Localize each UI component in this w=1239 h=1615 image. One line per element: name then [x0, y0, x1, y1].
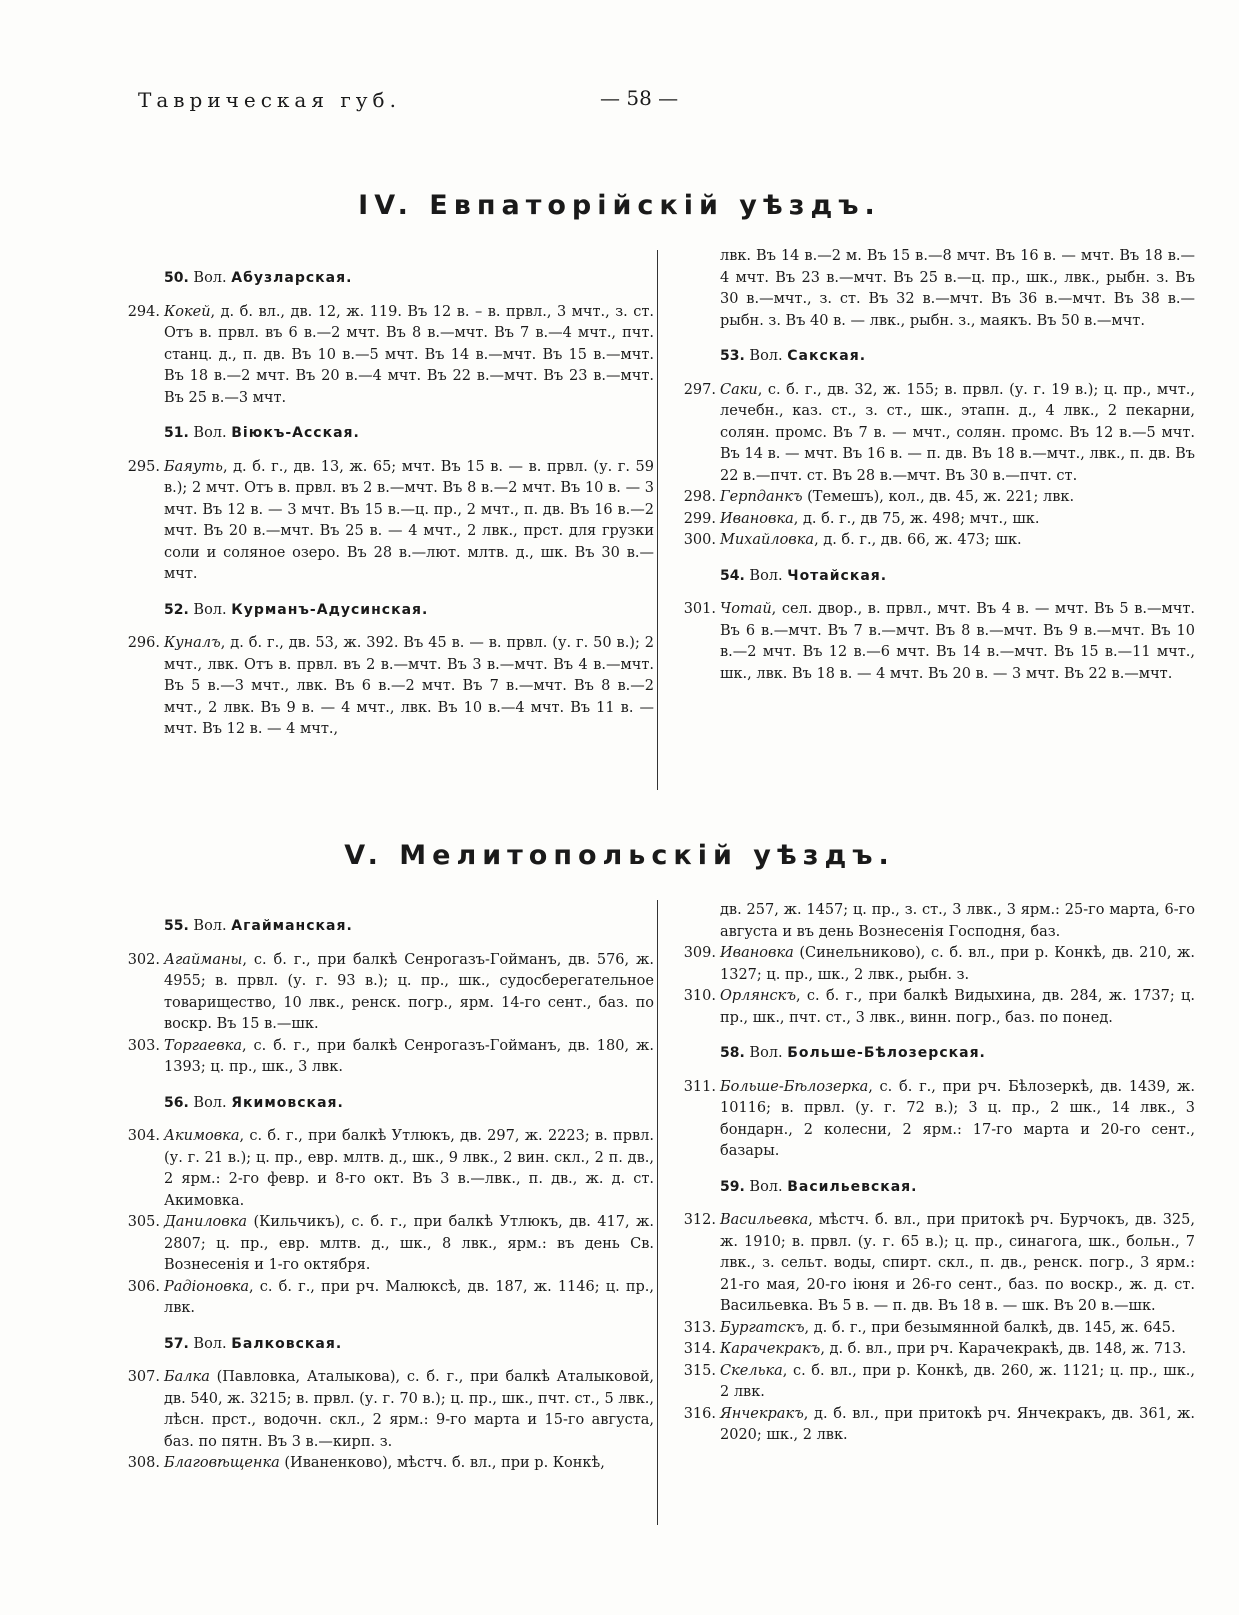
- entry-number: 314.: [683, 1341, 716, 1357]
- settlement-name: Ивановка: [720, 945, 794, 961]
- settlement-entry: [680, 487, 1195, 509]
- settlement-name: Акимовка: [164, 1128, 240, 1144]
- settlement-name: Куналъ: [164, 635, 221, 651]
- volost-label: Вол.: [193, 918, 227, 934]
- settlement-name: Агайманы: [164, 951, 243, 968]
- volost-label: Вол.: [749, 348, 783, 364]
- settlement-entry: [680, 1404, 1195, 1447]
- settlement-entry: [124, 1126, 654, 1212]
- settlement-name: Ивановка: [720, 510, 794, 527]
- volost-heading: [124, 916, 654, 938]
- settlement-name: Скелька: [720, 1362, 783, 1379]
- volost-label: Вол.: [193, 1094, 227, 1111]
- volost-name: Больше-Бѣлозерская.: [787, 1045, 986, 1061]
- settlement-name: Торгаевка: [164, 1037, 242, 1054]
- volost-name: Сакская.: [787, 348, 867, 364]
- settlement-details: , с. б. г., при балкѣ Утлюкъ, дв. 297, ж. 2223; в. првл. (у. г. 21 в.); ц. пр., евр. млтв. д., шк., 9 лвк., 2 вин. скл., 2 п. дв., 2 ярм.: 2-го февр. и 8-го окт. Въ 3 в.—лвк., п. дв., ж. д. ст. Акимовка.: [164, 1128, 654, 1209]
- entry-number: 294.: [127, 303, 160, 320]
- entry-number: 304.: [127, 1128, 160, 1144]
- settlement-name: Янчекракъ: [720, 1405, 804, 1422]
- entry-number: 301.: [683, 601, 716, 617]
- settlement-entry: [680, 943, 1195, 986]
- volost-name: Курманъ-Адусинская.: [231, 601, 429, 618]
- settlement-name: Орлянскъ: [720, 988, 796, 1004]
- settlement-details: , д. б. вл., при притокѣ рч. Янчекракъ, дв. 361, ж. 2020; шк., 2 лвк.: [720, 1405, 1195, 1443]
- settlement-entry: [680, 1318, 1195, 1340]
- entry-number: 295.: [127, 458, 160, 475]
- volost-number: 54.: [720, 567, 745, 584]
- evpatoria-left-column: [124, 258, 654, 741]
- volost-label: Вол.: [749, 567, 783, 584]
- settlement-details: , с. б. г., при рч. Малюксѣ, дв. 187, ж. 1146; ц. пр., лвк.: [164, 1278, 654, 1316]
- settlement-entry: [124, 633, 654, 741]
- settlement-entry: [124, 1277, 654, 1320]
- settlement-details: , д. б. г., дв. 66, ж. 473; шк.: [814, 532, 1022, 548]
- settlement-entry: [124, 950, 654, 1036]
- settlement-entry: [680, 1210, 1195, 1318]
- settlement-details: , с. б. г., при балкѣ Сенрогазъ-Гойманъ, дв. 576, ж. 4955; в. првл. (у. г. 93 в.); ц. пр., шк., судосберегательное товарищество, 10 лвк., ренск. погр., ярм. 14-го сент., баз. по воскр. Въ 15 в.—шк.: [164, 951, 654, 1032]
- volost-number: 55.: [164, 918, 189, 934]
- settlement-name: Михайловка: [720, 532, 815, 548]
- page-number: — 58 —: [600, 86, 679, 110]
- volost-name: Якимовская.: [231, 1094, 344, 1111]
- entry-number: 312.: [683, 1212, 716, 1228]
- settlement-entry: [680, 530, 1195, 552]
- entry-number: 307.: [127, 1369, 160, 1385]
- continued-text: лвк. Въ 14 в.—2 м. Въ 15 в.—8 мчт. Въ 16 в. — мчт. Въ 18 в.—4 мчт. Въ 23 в.—мчт. Въ 25 в.—ц. пр., шк., лвк., рыбн. з. Въ 30 в.—мчт., з. ст. Въ 32 в.—мчт. Въ 36 в.—мчт. Въ 38 в.—рыбн. з. Въ 40 в. — лвк., рыбн. з., маякъ. Въ 50 в.—мчт.: [720, 248, 1195, 329]
- volost-number: 51.: [164, 425, 189, 441]
- volost-label: Вол.: [193, 425, 227, 441]
- volost-heading: [680, 1177, 1195, 1199]
- settlement-details: , д. б. г., дв. 13, ж. 65; мчт. Въ 15 в. — в. првл. (у. г. 59 в.); 2 мчт. Отъ в. првл. въ 2 в.—мчт. Въ 8 в.—2 мчт. Въ 10 в. — 3 мчт. Въ 12 в. — 3 мчт. Въ 15 в.—ц. пр., 2 мчт., п. дв. Въ 16 в.—2 мчт. Въ 20 в.—мчт. Въ 25 в. — 4 мчт., 2 лвк., прст. для грузки соли и соляное озеро. Въ 28 в.—лют. млтв. д., шк. Въ 30 в.—мчт.: [164, 458, 654, 582]
- volost-heading: [680, 346, 1195, 368]
- settlement-details: , с. б. г., дв. 32, ж. 155; в. првл. (у. г. 19 в.); ц. пр., мчт., лечебн., каз. ст., з. ст., шк., этапн. д., 4 лвк., 2 пекарни, солян. промс. Въ 7 в. — мчт., солян. промс. Въ 12 в.—5 мчт. Въ 14 в. — мчт. Въ 16 в. — п. дв. Въ 18 в.—мчт., лвк., п. дв. Въ 22 в.—пчт. ст. Въ 28 в.—мчт. Въ 30 в.—пчт. ст.: [720, 381, 1195, 484]
- settlement-entry: [124, 302, 654, 410]
- volost-heading: [124, 423, 654, 445]
- running-title: Таврическая губ.: [138, 88, 401, 112]
- settlement-name: Даниловка: [164, 1214, 248, 1230]
- settlement-entry: [680, 986, 1195, 1029]
- settlement-details: , д. б. вл., при рч. Карачекракѣ, дв. 148, ж. 713.: [820, 1341, 1187, 1357]
- settlement-details: , с. б. г., при балкѣ Сенрогазъ-Гойманъ, дв. 180, ж. 1393; ц. пр., шк., 3 лвк.: [164, 1037, 654, 1075]
- entry-number: 298.: [683, 489, 716, 505]
- volost-heading: [124, 268, 654, 290]
- settlement-details: , с. б. г., при балкѣ Видыхина, дв. 284, ж. 1737; ц. пр., шк., пчт. ст., 3 лвк., винн. погр., баз. по понед.: [720, 988, 1195, 1026]
- volost-heading: [124, 1334, 654, 1356]
- continued-text: дв. 257, ж. 1457; ц. пр., з. ст., 3 лвк., 3 ярм.: 25-го марта, 6-го августа и въ день Вознесенія Господня, баз.: [720, 902, 1195, 940]
- settlement-entry: [124, 1212, 654, 1277]
- volost-number: 52.: [164, 601, 189, 618]
- column-divider: [657, 250, 658, 790]
- volost-number: 50.: [164, 270, 189, 286]
- entry-number: 310.: [683, 988, 716, 1004]
- volost-number: 59.: [720, 1178, 745, 1195]
- settlement-details: , с. б. вл., при р. Конкѣ, дв. 260, ж. 1121; ц. пр., шк., 2 лвк.: [720, 1362, 1195, 1400]
- settlement-details: (Темешъ), кол., дв. 45, ж. 221; лвк.: [802, 489, 1075, 505]
- settlement-details: (Иваненково), мѣстч. б. вл., при р. Конкѣ,: [279, 1455, 605, 1471]
- settlement-entry: [124, 1036, 654, 1079]
- entry-number: 300.: [683, 532, 716, 548]
- volost-label: Вол.: [749, 1178, 783, 1195]
- volost-name: Балковская.: [231, 1335, 343, 1352]
- settlement-name: Благовѣщенка: [164, 1455, 280, 1471]
- settlement-name: Радіоновка: [164, 1278, 249, 1295]
- entry-number: 305.: [127, 1214, 160, 1230]
- volost-name: Чотайская.: [787, 567, 888, 584]
- settlement-details: , д. б. г., при безымянной балкѣ, дв. 145, ж. 645.: [804, 1319, 1176, 1336]
- volost-number: 53.: [720, 348, 745, 364]
- volost-number: 57.: [164, 1335, 189, 1352]
- volost-heading: [124, 1093, 654, 1115]
- settlement-name: Чотай: [720, 601, 772, 617]
- settlement-name: Больше-Бѣлозерка: [720, 1078, 869, 1095]
- settlement-name: Герпданкъ: [720, 489, 803, 505]
- settlement-entry: [124, 1453, 654, 1475]
- entry-number: 302.: [127, 951, 160, 968]
- settlement-details: , сел. двор., в. првл., мчт. Въ 4 в. — мчт. Въ 5 в.—мчт. Въ 6 в.—мчт. Въ 7 в.—мчт. Въ 8 в.—мчт. Въ 9 в.—мчт. Въ 10 в.—2 мчт. Въ 12 в.—6 мчт. Въ 14 в.—мчт. Въ 15 в.—11 мчт., шк., лвк. Въ 18 в. — 4 мчт. Въ 20 в. — 3 мчт. Въ 22 в.—мчт.: [720, 601, 1195, 682]
- settlement-entry: [124, 1367, 654, 1453]
- volost-label: Вол.: [749, 1045, 783, 1061]
- volost-heading: [124, 600, 654, 622]
- settlement-entry: [680, 1077, 1195, 1163]
- settlement-name: Карачекракъ: [720, 1341, 821, 1357]
- volost-label: Вол.: [193, 601, 227, 618]
- evpatoria-right-column: [680, 246, 1195, 685]
- settlement-details: (Синельниково), с. б. вл., при р. Конкѣ, дв. 210, ж. 1327; ц. пр., шк., 2 лвк., рыбн. з.: [720, 945, 1195, 983]
- settlement-name: Баяуть: [164, 458, 223, 475]
- volost-name: Агайманская.: [231, 918, 353, 934]
- entry-number: 309.: [683, 945, 716, 961]
- entry-number: 299.: [683, 510, 716, 527]
- settlement-details: , мѣстч. б. вл., при притокѣ рч. Бурчокъ, дв. 325, ж. 1910; в. првл. (у. г. 65 в.); ц. пр., синагога, шк., больн., 7 лвк., з. сельт. воды, спирт. скл., п. дв., ренск. погр., 3 ярм.: 21-го мая, 20-го іюня и 26-го сент., баз. по воскр., ж. д. ст. Васильевка. Въ 5 в. — п. дв. Въ 18 в. — шк. Въ 20 в.—шк.: [720, 1212, 1195, 1314]
- section-title-evpatoria: IV. Евпаторійскій уѣздъ.: [358, 190, 881, 221]
- entry-number: 306.: [127, 1278, 160, 1295]
- settlement-name: Балка: [164, 1369, 210, 1385]
- entry-number: 315.: [683, 1362, 716, 1379]
- column-divider: [657, 900, 658, 1525]
- melitopol-right-column: [680, 900, 1195, 1447]
- settlement-entry: [680, 380, 1195, 488]
- settlement-entry: [680, 1339, 1195, 1361]
- settlement-details: , д. б. вл., дв. 12, ж. 119. Въ 12 в. – в. првл., 3 мчт., з. ст. Отъ в. првл. въ 6 в.—2 мчт. Въ 8 в.—мчт. Въ 7 в.—4 мчт., пчт. станц. д., п. дв. Въ 10 в.—5 мчт. Въ 14 в.—мчт. Въ 15 в.—мчт. Въ 18 в.—2 мчт. Въ 20 в.—4 мчт. Въ 22 в.—мчт. Въ 23 в.—мчт. Въ 25 в.—3 мчт.: [164, 303, 654, 406]
- volost-heading: [680, 1043, 1195, 1065]
- settlement-entry: [680, 1361, 1195, 1404]
- settlement-details: , с. б. г., при рч. Бѣлозеркѣ, дв. 1439, ж. 10116; в. првл. (у. г. 72 в.); 3 ц. пр., 2 шк., 14 лвк., 3 бондарн., 2 колесни, 2 ярм.: 17-го марта и 20-го сент., базары.: [720, 1078, 1195, 1159]
- settlement-entry: [680, 509, 1195, 531]
- settlement-name: Бургатскъ: [720, 1319, 805, 1336]
- entry-number: 316.: [683, 1405, 716, 1422]
- volost-number: 56.: [164, 1094, 189, 1111]
- settlement-entry: [124, 457, 654, 586]
- volost-name: Віюкъ-Асская.: [231, 425, 360, 441]
- volost-name: Васильевская.: [787, 1178, 918, 1195]
- settlement-details: , д. б. г., дв 75, ж. 498; мчт., шк.: [793, 510, 1040, 527]
- melitopol-left-column: [124, 906, 654, 1475]
- entry-number: 303.: [127, 1037, 160, 1054]
- settlement-name: Кокей: [164, 303, 211, 320]
- entry-number: 313.: [683, 1319, 716, 1336]
- volost-number: 58.: [720, 1045, 745, 1061]
- volost-name: Абузларская.: [231, 270, 353, 286]
- volost-label: Вол.: [193, 270, 227, 286]
- entry-number: 311.: [683, 1078, 716, 1095]
- settlement-details: , д. б. г., дв. 53, ж. 392. Въ 45 в. — в. првл. (у. г. 50 в.); 2 мчт., лвк. Отъ в. првл. въ 2 в.—мчт. Въ 3 в.—мчт. Въ 4 в.—мчт. Въ 5 в.—3 мчт., лвк. Въ 6 в.—2 мчт. Въ 7 в.—мчт. Въ 8 в.—2 мчт., 2 лвк. Въ 9 в. — 4 мчт., лвк. Въ 10 в.—4 мчт. Въ 11 в. — мчт. Въ 12 в. — 4 мчт.,: [164, 635, 654, 737]
- page-header: [0, 88, 1239, 118]
- settlement-name: Саки: [720, 381, 758, 398]
- entry-number: 297.: [683, 381, 716, 398]
- settlement-entry: [680, 599, 1195, 685]
- volost-heading: [680, 566, 1195, 588]
- entry-number: 296.: [127, 635, 160, 651]
- settlement-details: (Кильчикъ), с. б. г., при балкѣ Утлюкъ, дв. 417, ж. 2807; ц. пр., евр. млтв. д., шк., 8 лвк., ярм.: въ день Св. Вознесенія и 1-го октября.: [164, 1214, 654, 1273]
- settlement-details: (Павловка, Аталыкова), с. б. г., при балкѣ Аталыковой, дв. 540, ж. 3215; в. првл. (у. г. 70 в.); ц. пр., шк., пчт. ст., 5 лвк., лѣсн. прст., водочн. скл., 2 ярм.: 9-го марта и 15-го августа, баз. по пятн. Въ 3 в.—кирп. з.: [164, 1369, 654, 1450]
- entry-number: 308.: [127, 1455, 160, 1471]
- settlement-name: Васильевка: [720, 1212, 809, 1228]
- section-title-melitopol: V. Мелитопольскій уѣздъ.: [344, 840, 895, 871]
- volost-label: Вол.: [193, 1335, 227, 1352]
